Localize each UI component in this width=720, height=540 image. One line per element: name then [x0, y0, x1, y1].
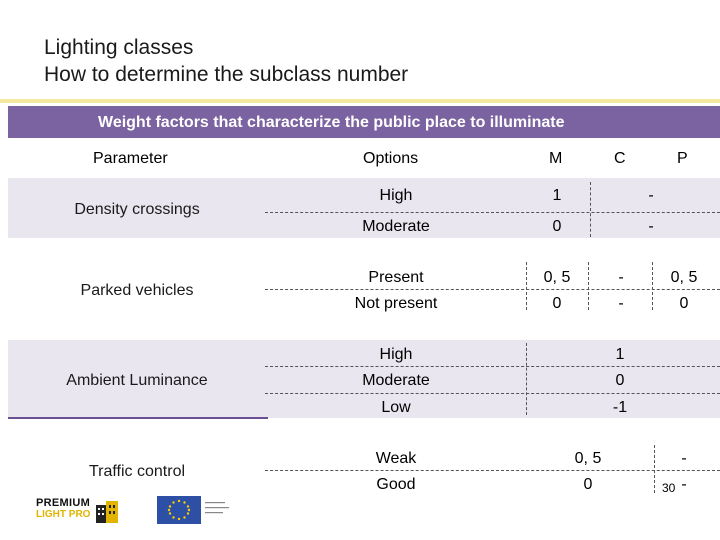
eu-flag-icon	[157, 496, 201, 524]
value-c: -	[618, 269, 624, 286]
title-line-2: How to determine the subclass number	[44, 63, 409, 86]
column-p: P	[677, 150, 688, 167]
value-cp: -	[648, 218, 654, 235]
column-m: M	[549, 150, 563, 167]
value-m: 0	[552, 295, 562, 312]
value-p: -	[681, 476, 687, 493]
value-p: 0	[679, 295, 689, 312]
table-header-band	[8, 106, 720, 138]
separator-ambient-2	[265, 393, 720, 394]
separator-traffic-vertical	[654, 445, 655, 493]
separator-ambient-vertical	[526, 343, 527, 415]
separator-parked-cp	[588, 262, 589, 310]
value-p: -	[681, 450, 687, 467]
option-good: Good	[376, 476, 416, 493]
slide-title	[44, 34, 408, 88]
option-moderate: Moderate	[362, 218, 430, 235]
value-m: 0, 5	[543, 269, 571, 286]
option-weak: Weak	[375, 450, 417, 467]
separator-ambient-1	[265, 366, 720, 367]
value-mcp: -1	[612, 399, 628, 416]
param-ambient-luminance: Ambient Luminance	[66, 372, 208, 389]
separator-density-vertical	[590, 182, 591, 237]
value-cp: -	[648, 187, 654, 204]
premium-light-logo	[32, 493, 128, 527]
header-band-text: Weight factors that characterize the public place to illuminate	[98, 114, 565, 131]
value-m: 0	[552, 218, 562, 235]
option-high: High	[379, 187, 413, 204]
value-mc: 0	[583, 476, 593, 493]
title-underline	[0, 99, 720, 103]
separator-parked-mc	[526, 262, 527, 310]
eu-program-text-icon	[203, 498, 233, 522]
building-icon	[94, 497, 122, 525]
param-parked-vehicles: Parked vehicles	[80, 282, 194, 299]
option-present: Present	[368, 269, 424, 286]
value-m: 1	[552, 187, 562, 204]
column-options: Options	[363, 150, 419, 167]
param-density-crossings: Density crossings	[74, 201, 200, 218]
value-mcp: 1	[615, 346, 625, 363]
option-moderate: Moderate	[362, 372, 430, 389]
separator-ambient-bottom	[8, 417, 268, 419]
value-c: -	[618, 295, 624, 312]
column-c: C	[614, 150, 626, 167]
title-line-1: Lighting classes	[44, 36, 194, 59]
separator-density	[265, 212, 720, 213]
value-p: 0, 5	[670, 269, 698, 286]
param-traffic-control: Traffic control	[88, 463, 186, 480]
logo-text-premium: PREMIUM	[36, 497, 91, 509]
option-low: Low	[381, 399, 411, 416]
separator-traffic	[265, 470, 720, 471]
separator-parked-p	[652, 262, 653, 310]
column-parameter: Parameter	[93, 150, 168, 167]
value-mcp: 0	[615, 372, 625, 389]
page-number: 30	[662, 481, 676, 495]
value-mc: 0, 5	[574, 450, 602, 467]
logo-text-light: LIGHT PRO	[36, 509, 91, 520]
option-high: High	[379, 346, 413, 363]
option-not-present: Not present	[354, 295, 438, 312]
